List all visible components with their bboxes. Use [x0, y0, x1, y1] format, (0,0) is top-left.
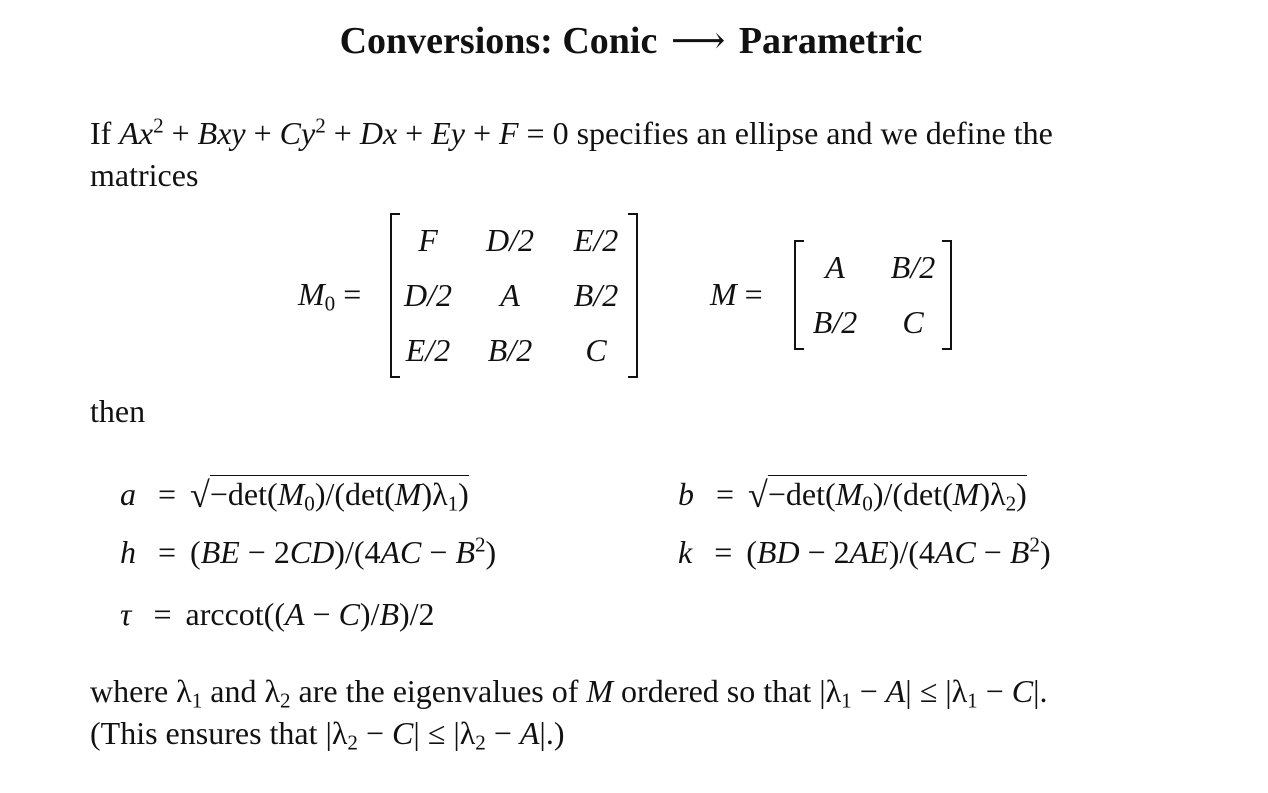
page-title [0, 18, 1262, 63]
equation-a-lhs: a [120, 476, 136, 512]
equation-h: $h = (BE - 2CD)/(4AC - B^2)$ [120, 532, 497, 570]
title-conic: Conversions: Conic [339, 20, 658, 62]
matrix-m-left-bracket [794, 240, 804, 350]
equation-k: $k = (BD - 2AE)/(4AC - B^2)$ [678, 532, 1051, 570]
matrix-m-cell: B/2 [812, 304, 858, 340]
matrix-m0-cell: E/2 [405, 332, 451, 368]
matrix-m0-left-bracket [390, 213, 400, 378]
equation-b-rhs: $-\det(M_0)/(\det(M)\lambda_2)$ [767, 476, 1027, 516]
equation-h-lhs: h [120, 534, 136, 570]
intro-line-1 [90, 112, 1053, 154]
sqrt-symbol: √ [190, 475, 210, 515]
title-parametric: Parametric [738, 20, 923, 62]
matrix-m-cell: A [825, 249, 845, 285]
conic-equation: $Ax^2$ + Bxy + $Cy^2 + Dx + Ey + F = 0$ [119, 113, 569, 151]
matrix-m0-label: $M_0$ = [298, 276, 362, 316]
matrix-m-cell: B/2 [890, 249, 936, 285]
equation-tau: τ = arccot((A − C)/B)/2 [120, 596, 435, 632]
matrix-m-label: M = [710, 276, 763, 312]
equation-b: $b = √-\det(M_0)/(\det(M)\lambda_2)$ [678, 475, 1027, 516]
equation-b-lhs: b [678, 476, 694, 512]
matrix-m0-cell: D/2 [404, 277, 452, 313]
matrix-m-cell: C [902, 304, 924, 340]
matrix-m0-cell: D/2 [486, 222, 534, 258]
matrix-m0-cell: F [418, 222, 438, 258]
matrix-m0 [390, 213, 638, 378]
matrix-m0-cell: E/2 [573, 222, 619, 258]
equation-a: $a = √-\det(M_0)/(\det(M)\lambda_1)$ [120, 475, 469, 516]
matrix-m0-cell: B/2 [573, 277, 619, 313]
title-arrow: ⟶ [670, 20, 726, 62]
matrix-m0-cell: B/2 [487, 332, 533, 368]
intro-suffix: specifies an ellipse and we define the [576, 115, 1053, 151]
matrix-m [794, 240, 952, 350]
intro-line-2: matrices [90, 157, 199, 193]
matrix-m-right-bracket [942, 240, 952, 350]
equation-tau-lhs: τ [120, 596, 132, 632]
closing-line-1: where $\lambda_1$ and $\lambda_2$ are the eigenvalues of M ordered so that $|\lambda_1 - A| \le |\lambda_1 - C|$. [90, 673, 1048, 713]
matrix-m0-right-bracket [628, 213, 638, 378]
sqrt-symbol: √ [748, 475, 768, 515]
matrix-m0-cell: A [500, 277, 520, 313]
intro-prefix: If [90, 115, 112, 151]
equation-a-rhs: $-\det(M_0)/(\det(M)\lambda_1)$ [209, 476, 469, 516]
matrix-m0-cell: C [585, 332, 607, 368]
then-text: then [90, 393, 146, 429]
closing-line-2: (This ensures that $|\lambda_2 - C| \le |\lambda_2 - A|$.) [90, 715, 565, 755]
equation-k-lhs: k [678, 534, 693, 570]
